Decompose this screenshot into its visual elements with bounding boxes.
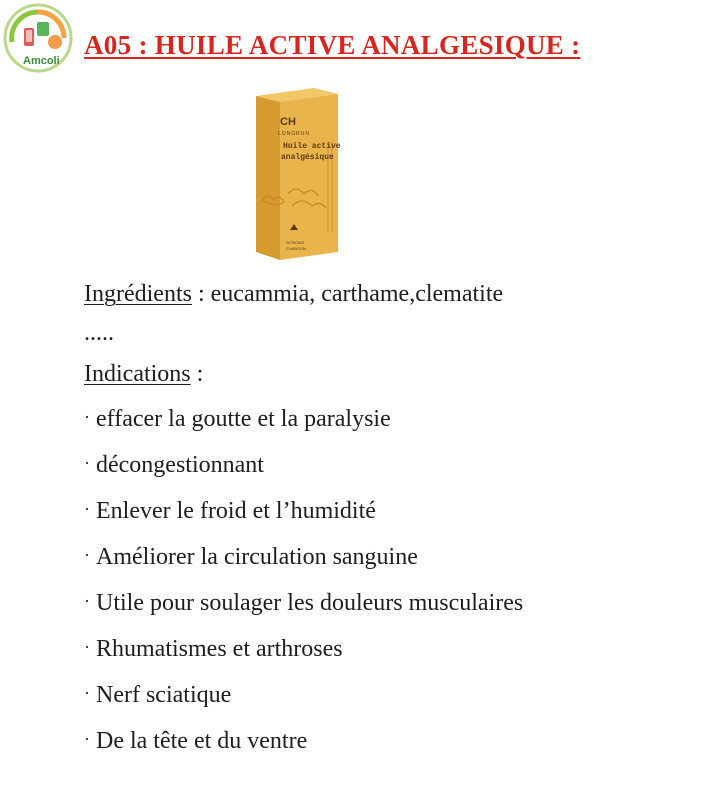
ingredients-value: eucammia, carthame,clematite	[210, 281, 504, 307]
ingredients-sep: :	[191, 281, 211, 307]
indication-text: Utile pour soulager les douleurs musculaires	[96, 590, 524, 616]
indication-text: Améliorer la circulation sanguine	[96, 544, 418, 570]
logo-text: Amcoli	[23, 55, 60, 67]
indication-item	[84, 590, 523, 617]
page-title: A05 : HUILE ACTIVE ANALGESIQUE :	[84, 30, 581, 60]
bullet-icon: ·	[84, 683, 90, 703]
indication-item	[84, 406, 391, 433]
indication-text: effacer la goutte et la paralysie	[96, 406, 391, 432]
ingredients-label: Ingrédients	[84, 281, 192, 307]
indications-sep: :	[190, 361, 204, 387]
product-name-line1: Huile active	[283, 142, 341, 151]
indication-text: Rhumatismes et arthroses	[96, 636, 343, 662]
product-brand-sub: LONGRUN	[278, 131, 311, 137]
bullet-icon: ·	[84, 637, 90, 657]
indication-item	[84, 452, 264, 479]
indications-heading	[84, 361, 203, 388]
indication-text: Nerf sciatique	[96, 682, 232, 708]
indication-text: Enlever le froid et l’humidité	[96, 498, 376, 524]
ingredients-line	[84, 281, 503, 308]
ingredients-more: .....	[84, 320, 114, 346]
bullet-icon: ·	[84, 407, 90, 427]
indication-text: De la tête et du ventre	[96, 728, 308, 754]
amcoli-logo	[2, 2, 74, 74]
product-brand: CH	[280, 116, 296, 128]
indication-item	[84, 544, 418, 571]
indications-label: Indications	[84, 361, 191, 387]
product-name-line2: analgésique	[281, 153, 334, 162]
indication-item	[84, 498, 376, 525]
indication-text: décongestionnant	[96, 452, 264, 478]
indication-item	[84, 682, 231, 709]
bullet-icon: ·	[84, 453, 90, 473]
indication-item	[84, 636, 343, 663]
product-bottom-line2: CHANSON	[286, 246, 307, 251]
bullet-icon: ·	[84, 545, 90, 565]
indication-item	[84, 728, 307, 755]
product-box-image	[248, 82, 348, 267]
product-bottom-line1: DITRONS	[286, 240, 304, 245]
bullet-icon: ·	[84, 591, 90, 611]
bullet-icon: ·	[84, 729, 90, 749]
bullet-icon: ·	[84, 499, 90, 519]
